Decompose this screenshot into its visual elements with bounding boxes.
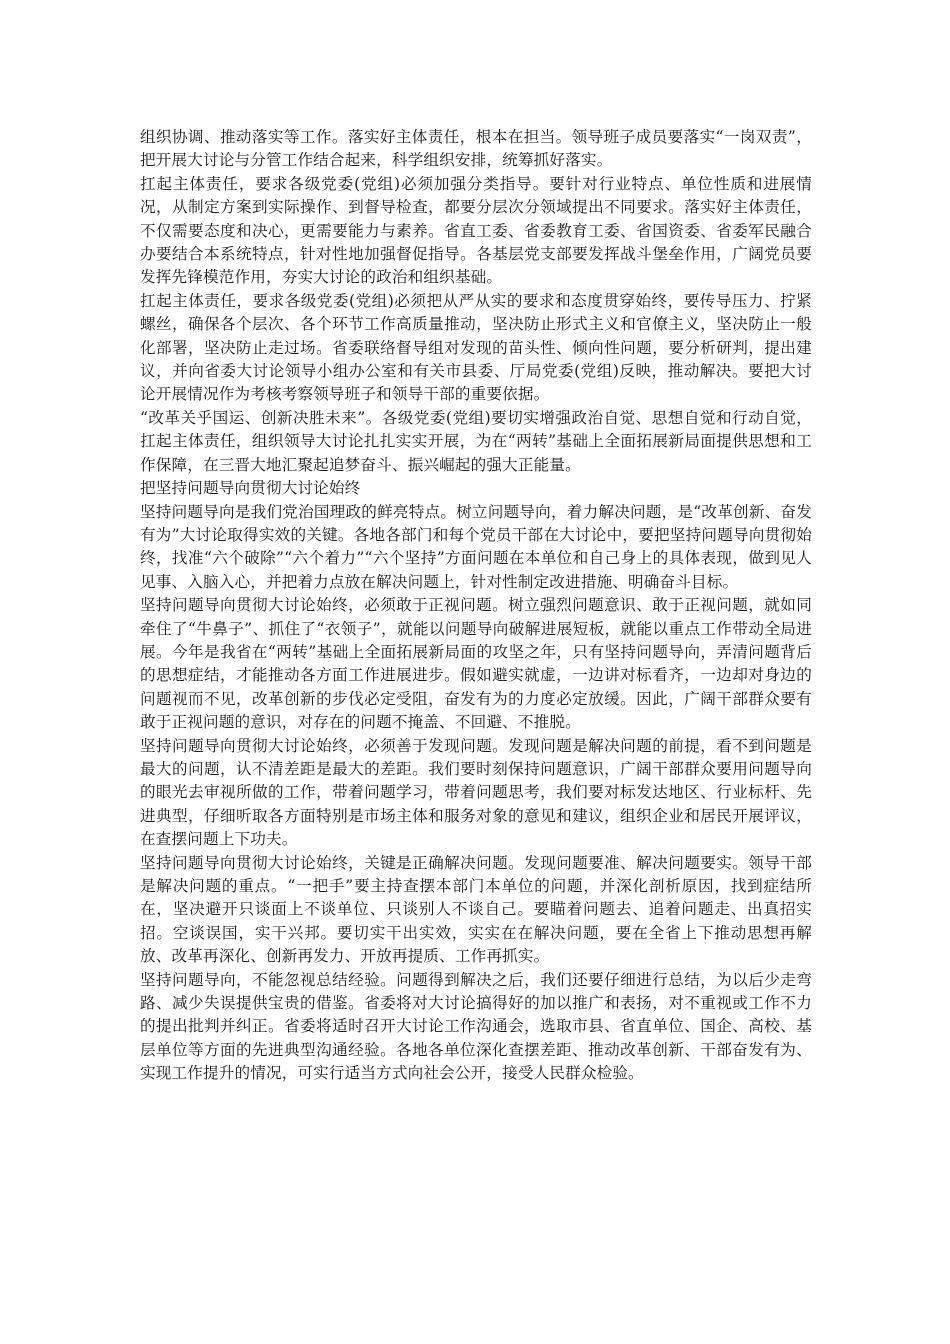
paragraph-5: 坚持问题导向是我们党治国理政的鲜亮特点。树立问题导向，着力解决问题，是“改革创新、奋发有为”大讨论取得实效的关键。各地各部门和每个党员干部在大讨论中，要把坚持问题导向贯彻始终，找准“六个破除”“六个着力”“六个坚持”方面问题在本单位和自己身上的具体表现，做到见人见事、入脑入心，并把着力点放在解决问题上，针对性制定改进措施、明确奋斗目标。 [140, 502, 812, 591]
paragraph-4: “改革关乎国运、创新决胜未来”。各级党委(党组)要切实增强政治自觉、思想自觉和行动自觉，扛起主体责任，组织领导大讨论扎扎实实开展，为在“两转”基础上全面拓展新局面提供思想和工作保障，在三晋大地汇聚起追梦奋斗、振兴崛起的强大正能量。 [140, 408, 812, 474]
paragraph-3: 扛起主体责任，要求各级党委(党组)必须把从严从实的要求和态度贯穿始终，要传导压力、拧紧螺丝，确保各个层次、各个环节工作高质量推动，坚决防止形式主义和官僚主义，坚决防止一般化部署，坚决防止走过场。省委联络督导组对发现的苗头性、倾向性问题，要分析研判，提出建议，并向省委大讨论领导小组办公室和有关市县委、厅局党委(党组)反映，推动解决。要把大讨论开展情况作为考核考察领导班子和领导干部的重要依据。 [140, 291, 812, 404]
section-heading: 把坚持问题导向贯彻大讨论始终 [140, 479, 361, 498]
paragraph-7: 坚持问题导向贯彻大讨论始终，必须善于发现问题。发现问题是解决问题的前提，看不到问题是最大的问题，认不清差距是最大的差距。我们要时刻保持问题意识，广阔干部群众要用问题导向的眼光去审视所做的工作，带着问题学习，带着问题思考，我们要对标发达地区、行业标杆、先进典型，仔细听取各方面特别是市场主体和服务对象的意见和建议，组织企业和居民开展评议，在查摆问题上下功夫。 [140, 736, 812, 849]
document-page [140, 126, 812, 1086]
paragraph-6: 坚持问题导向贯彻大讨论始终，必须敢于正视问题。树立强烈问题意识、敢于正视问题，就如同牵住了“牛鼻子”、抓住了“衣领子”，就能以问题导向破解进展短板，就能以重点工作带动全局进展。今年是我省在“两转”基础上全面拓展新局面的攻坚之年，只有坚持问题导向，弄清问题背后的思想症结，才能推动各方面工作进展进步。假如避实就虚，一边讲对标看齐，一边却对身边的问题视而不见，改革创新的步伐必定受阻，奋发有为的力度必定放缓。因此，广阔干部群众要有敢于正视问题的意识，对存在的问题不掩盖、不回避、不推脱。 [140, 596, 812, 732]
paragraph-8: 坚持问题导向贯彻大讨论始终，关键是正确解决问题。发现问题要准、解决问题要实。领导干部是解决问题的重点。“一把手”要主持查摆本部门本单位的问题，并深化剖析原因，找到症结所在，坚决避开只谈面上不谈单位、只谈别人不谈自己。要瞄着问题去、追着问题走、出真招实招。空谈误国，实干兴邦。要切实干出实效，实实在在解决问题，要在全省上下推动思想再解放、改革再深化、创新再发力、开放再提质、工作再抓实。 [140, 853, 812, 966]
paragraph-1: 组织协调、推动落实等工作。落实好主体责任，根本在担当。领导班子成员要落实“一岗双责”，把开展大讨论与分管工作结合起来，科学组织安排，统筹抓好落实。 [140, 128, 812, 170]
paragraph-9: 坚持问题导向，不能忽视总结经验。问题得到解决之后，我们还要仔细进行总结，为以后少走弯路、减少失误提供宝贵的借鉴。省委将对大讨论搞得好的加以推广和表扬，对不重视或工作不力的提出批判并纠正。省委将适时召开大讨论工作沟通会，选取市县、省直单位、国企、高校、基层单位等方面的先进典型沟通经验。各地各单位深化查摆差距、推动改革创新、干部奋发有为、实现工作提升的情况，可实行适当方式向社会公开，接受人民群众检验。 [140, 970, 812, 1083]
paragraph-2: 扛起主体责任，要求各级党委(党组)必须加强分类指导。要针对行业特点、单位性质和进展情况，从制定方案到实际操作、到督导检查，都要分层次分领域提出不同要求。落实好主体责任，不仅需要态度和决心，更需要能力与素养。省直工委、省委教育工委、省国资委、省委军民融合办要结合本系统特点，针对性地加强督促指导。各基层党支部要发挥战斗堡垒作用，广阔党员要发挥先锋模范作用，夯实大讨论的政治和组织基础。 [140, 174, 812, 287]
